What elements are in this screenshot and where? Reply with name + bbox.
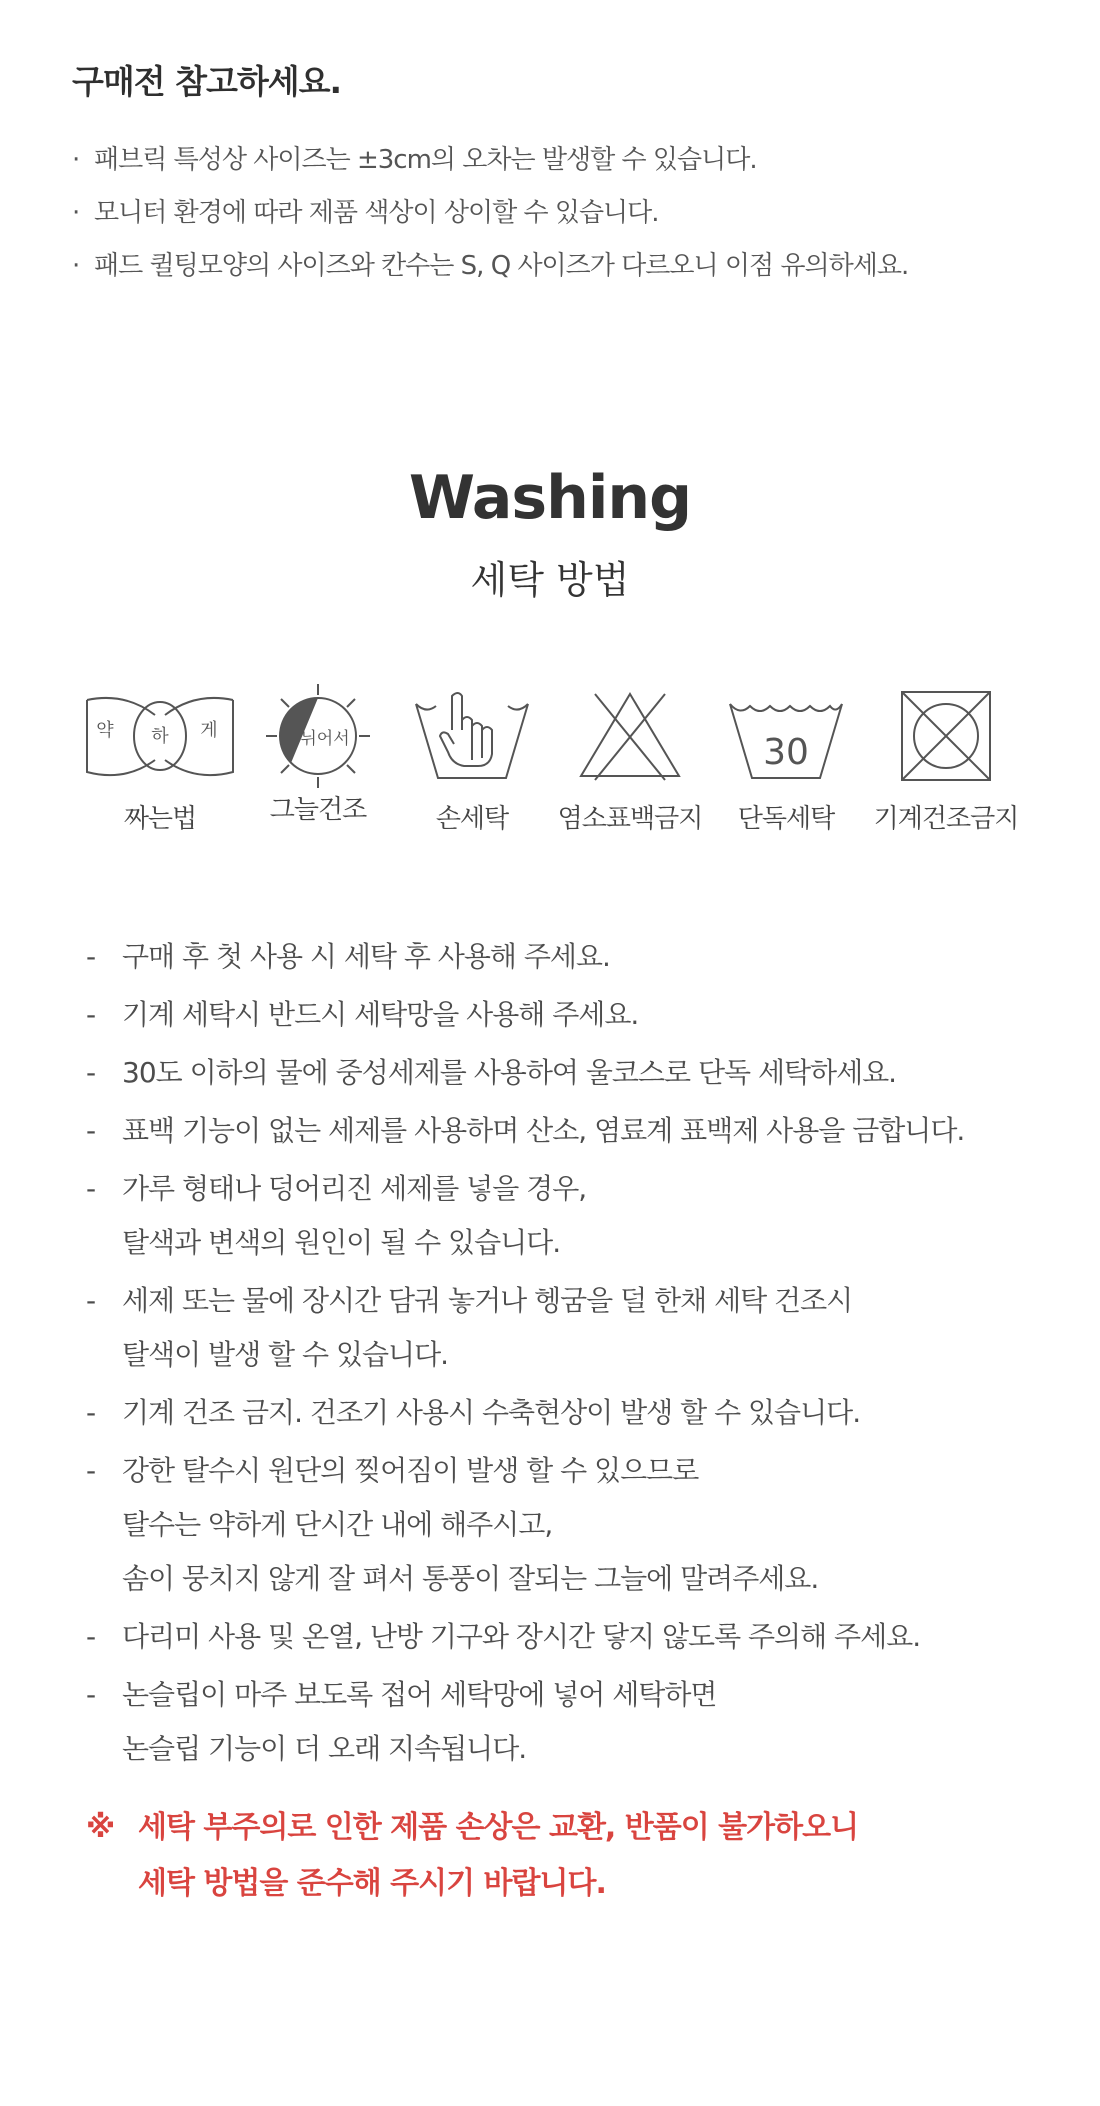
care-label: 짜는법 xyxy=(123,804,197,834)
wash-30-text: 30 xyxy=(763,732,809,773)
shade-dry-icon xyxy=(263,681,373,791)
notice-list xyxy=(72,134,1052,293)
instruction-line: - 강한 탈수시 원단의 찢어짐이 발생 할 수 있으므로 xyxy=(122,1454,699,1487)
warning-line: 세탁 부주의로 인한 제품 손상은 교환, 반품이 불가하오니 xyxy=(138,1810,859,1845)
instruction-item xyxy=(86,988,1066,1042)
instruction-line: 탈색과 변색의 원인이 될 수 있습니다. xyxy=(122,1226,561,1259)
care-item-hand-wash xyxy=(392,690,552,860)
washing-title: Washing xyxy=(408,463,692,533)
purchase-notice xyxy=(72,58,1052,293)
notice-item: · 패드 퀼팅모양의 사이즈와 칸수는 S, Q 사이즈가 다르오니 이점 유의하세요. xyxy=(72,240,1052,293)
wring-gently-icon xyxy=(85,690,235,782)
wring-text-1: 약 xyxy=(96,720,114,741)
care-label: 기계건조금지 xyxy=(873,804,1019,834)
instruction-line: - 가루 형태나 덩어리진 세제를 넣을 경우, xyxy=(122,1172,587,1205)
instruction-line: - 기계 건조 금지. 건조기 사용시 수축현상이 발생 할 수 있습니다. xyxy=(122,1396,861,1429)
instruction-line: - 표백 기능이 없는 세제를 사용하며 산소, 염료계 표백제 사용을 금합니다. xyxy=(122,1114,965,1147)
instruction-item xyxy=(86,1386,1066,1440)
instruction-item xyxy=(86,1610,1066,1664)
no-tumble-dry-icon xyxy=(896,690,996,782)
instruction-line: - 다리미 사용 및 온열, 난방 기구와 장시간 닿지 않도록 주의해 주세요. xyxy=(122,1620,921,1653)
care-label: 단독세탁 xyxy=(737,804,835,834)
wring-text-3: 게 xyxy=(200,720,218,741)
warning-text xyxy=(138,1800,1066,1912)
instruction-item xyxy=(86,1444,1066,1606)
instruction-line: 탈색이 발생 할 수 있습니다. xyxy=(122,1338,449,1371)
wash-30-icon xyxy=(726,690,846,782)
notice-title: 구매전 참고하세요. xyxy=(72,62,342,101)
instruction-line: 솜이 뭉치지 않게 잘 펴서 통풍이 잘되는 그늘에 말려주세요. xyxy=(122,1562,819,1595)
shade-dry-text: 뉘어서 xyxy=(300,729,350,749)
reference-mark-icon: ※ xyxy=(86,1810,115,1845)
notice-item: · 패브릭 특성상 사이즈는 ±3cm의 오차는 발생할 수 있습니다. xyxy=(72,134,1052,187)
no-bleach-icon xyxy=(575,690,685,782)
care-item-wring xyxy=(80,690,240,860)
washing-instructions xyxy=(86,930,1066,1780)
washing-subtitle: 세탁 방법 xyxy=(470,558,630,602)
care-item-no-tumble-dry xyxy=(866,690,1026,860)
instruction-item xyxy=(86,1668,1066,1776)
instruction-line: - 논슬립이 마주 보도록 접어 세탁망에 넣어 세탁하면 xyxy=(122,1678,717,1711)
warning-notice xyxy=(86,1800,1066,1912)
notice-item: · 모니터 환경에 따라 제품 색상이 상이할 수 있습니다. xyxy=(72,187,1052,240)
care-label: 손세탁 xyxy=(435,804,509,834)
care-item-shade-dry xyxy=(238,690,398,860)
care-label: 염소표백금지 xyxy=(557,804,703,834)
care-icon-row xyxy=(80,690,1040,860)
instruction-item xyxy=(86,1274,1066,1382)
instruction-line: 논슬립 기능이 더 오래 지속됩니다. xyxy=(122,1732,527,1765)
instruction-line: - 구매 후 첫 사용 시 세탁 후 사용해 주세요. xyxy=(122,940,610,973)
instruction-line: - 세제 또는 물에 장시간 담궈 놓거나 헹굼을 덜 한채 세탁 건조시 xyxy=(122,1284,853,1317)
care-item-wash-30 xyxy=(706,690,866,860)
warning-line: 세탁 방법을 준수해 주시기 바랍니다. xyxy=(138,1866,606,1901)
care-label: 그늘건조 xyxy=(269,795,367,825)
instruction-line: 탈수는 약하게 단시간 내에 해주시고, xyxy=(122,1508,553,1541)
care-item-no-bleach xyxy=(550,690,710,860)
instruction-item xyxy=(86,930,1066,984)
instruction-item xyxy=(86,1162,1066,1270)
hand-wash-icon xyxy=(412,690,532,782)
instruction-line: - 기계 세탁시 반드시 세탁망을 사용해 주세요. xyxy=(122,998,639,1031)
instruction-item xyxy=(86,1046,1066,1100)
instruction-item xyxy=(86,1104,1066,1158)
instruction-line: - 30도 이하의 물에 중성세제를 사용하여 울코스로 단독 세탁하세요. xyxy=(122,1056,897,1089)
wring-text-2: 하 xyxy=(151,726,169,747)
